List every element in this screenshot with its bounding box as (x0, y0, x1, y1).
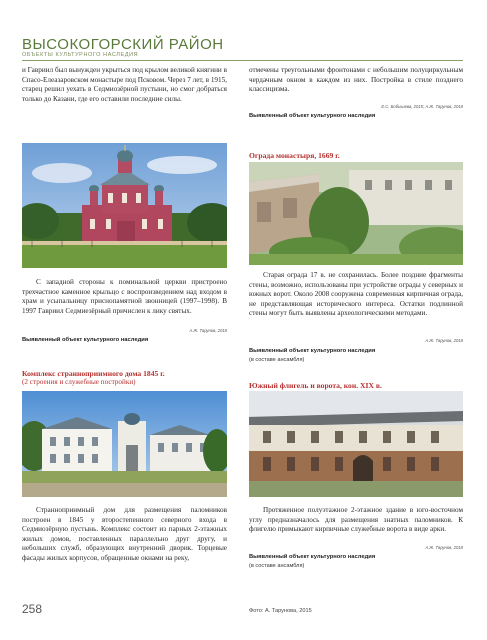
section-subtitle: ОБЪЕКТЫ КУЛЬТУРНОГО НАСЛЕДИЯ (22, 52, 139, 58)
church-paragraph: С западной стороны к поминальной церкви пристроено трехчастное каменное крыльцо с воспроизведением над входом в храм и усыпальницу приснопамятной звонницей (1997–1998). В 1997 Гавриил Седмиезёрный причислен к лику святых. (22, 278, 227, 315)
left-intro-paragraph: и Гавриил был вынужден укрыться под крылом великой княгини в Спасо-Елеазаровском монастыре под Псковом. Через 7 лет, в 1915, старец решил уехать в Седмиозёрной пустыни, но смог добраться только до Казани, где его оставили последние силы. (22, 66, 227, 103)
church-identified: Выявленный объект культурного наследия (22, 337, 149, 343)
wall-paragraph: Старая ограда 17 в. не сохранилась. Более поздние фрагменты стены, возможно, использованы при устройстве ограды у северных и южных ворот. Около 2008 сооружена современная кирпичная ограда, не представляющая исторического интереса. Остатки подлинной стены могут быть выявлены археологическими методами. (249, 271, 463, 318)
wall-photo (249, 162, 463, 265)
page-number: 258 (22, 602, 43, 616)
complex-photo (22, 391, 227, 497)
wing-photo (249, 391, 463, 497)
section-title: ВЫСОКОГОРСКИЙ РАЙОН (22, 36, 224, 53)
photo-credit: Фото: А. Тарунова, 2015 (249, 608, 312, 614)
wing-credit: А.Ж. Тарунов, 2018 (425, 545, 463, 550)
wing-paragraph: Протяженное полуэтажное 2-этажное здание в юго-восточном углу предназначалось для размещения знатных паломников. К флигелю примыкают кирпичные служебные ворота в виде арки. (249, 506, 463, 534)
church-credit: А.Ж. Тарунов, 2018 (189, 328, 227, 333)
header-divider (22, 60, 463, 61)
church-photo (22, 143, 227, 268)
wall-credit: А.Ж. Тарунов, 2018 (425, 338, 463, 343)
complex-subtitle: (2 строения и служебные постройки) (22, 378, 136, 386)
wing-identified: Выявленный объект культурного наследия (249, 554, 376, 560)
wing-ensemble: (в составе ансамбля) (249, 563, 305, 569)
complex-title: Комплекс странноприимного дома 1845 г. (22, 369, 165, 378)
right-intro-identified: Выявленный объект культурного наследия (249, 113, 376, 119)
wall-ensemble: (в составе ансамбля) (249, 357, 305, 363)
right-intro-credit: Е.С. Бобышева, 2015; А.Ж. Тарунов, 2018 (381, 104, 463, 109)
complex-paragraph: Странноприимный дом для размещения паломников построен в 1845 у второстепенного северного входа в Седмиозёрную пустынь. Комплекс состоит из парных 2-этажных жилых домов, поставленных параллельно друг другу, и небольших служб, образующих внутренний дворик. Торцевые фасады жилых корпусов, обращенные окнами на реку, (22, 506, 227, 562)
wall-title: Ограда монастыря, 1669 г. (249, 151, 340, 160)
right-intro-paragraph: отмечены треугольными фронтонами с небольшим полуциркульным чердачным окном в каждом из них. Постройка в стиле позднего классицизма. (249, 66, 463, 94)
wall-identified: Выявленный объект культурного наследия (249, 348, 376, 354)
wing-title: Южный флигель и ворота, кон. XIX в. (249, 381, 382, 390)
